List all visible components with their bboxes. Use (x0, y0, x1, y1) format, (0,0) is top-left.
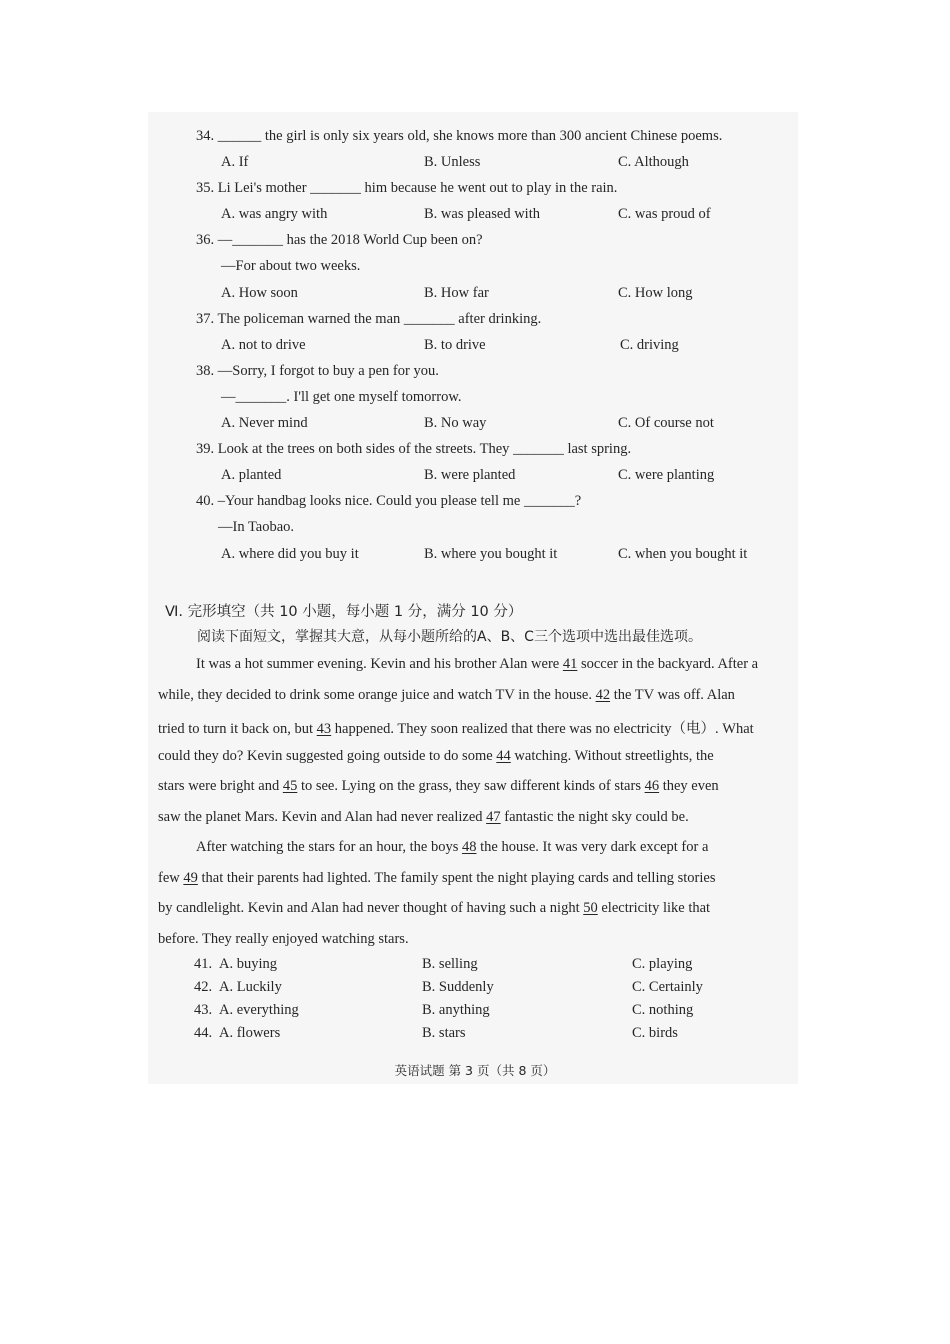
cloze-43c: C. nothing (632, 1002, 694, 1018)
option-35a: A. was angry with (221, 206, 328, 222)
passage-text: tried to turn it back on, but (158, 721, 317, 737)
option-36b: B. How far (424, 285, 489, 301)
option-38a: A. Never mind (221, 415, 308, 431)
passage-text: After watching the stars for an hour, the boys (196, 839, 462, 855)
passage-text: happened. They soon realized that there was no electricity（电）. What (331, 721, 754, 737)
option-34b: B. Unless (424, 154, 481, 170)
option-37a: A. not to drive (221, 337, 306, 353)
passage-line-9 (158, 900, 781, 917)
cloze-44b: B. stars (422, 1025, 466, 1041)
blank-number: 41 (562, 656, 578, 672)
option-40b: B. where you bought it (424, 546, 558, 562)
cloze-41b: B. selling (422, 956, 478, 972)
cloze-43a: A. everything (219, 1002, 299, 1018)
option-39a: A. planted (221, 467, 282, 483)
cloze-44c: C. birds (632, 1025, 678, 1041)
option-37c: C. driving (620, 337, 679, 353)
question-text: him because he went out to play in the rain. (360, 180, 618, 196)
blank-number: 49 (183, 870, 198, 886)
passage-text: could they do? Kevin suggested going outside to do some (158, 748, 497, 764)
passage-line-10 (158, 931, 781, 948)
blank-number: 44 (496, 748, 511, 764)
question-number: 34. (196, 128, 215, 144)
blank-number: 46 (644, 778, 660, 794)
passage-text: It was a hot summer evening. Kevin and his brother Alan were (196, 656, 563, 672)
cloze-42b: B. Suddenly (422, 979, 494, 995)
question-text: last spring. (563, 441, 632, 457)
question-text: the girl is only six years old, she knows more than 300 ancient Chinese poems. (261, 128, 723, 144)
option-38c: C. Of course not (618, 415, 714, 431)
blank-number: 48 (461, 839, 477, 855)
section-instruction: 阅读下面短文，掌握其大意，从每小题所给的A、B、C三个选项中选出最佳选项。 (197, 629, 702, 645)
option-34a: A. If (221, 154, 249, 170)
cloze-43-number: 43. (194, 1002, 213, 1018)
question-text: The policeman warned the man (214, 311, 404, 327)
blank-number: 43 (316, 721, 332, 737)
passage-text: they even (659, 778, 719, 794)
passage-text: while, they decided to drink some orange juice and watch TV in the house. (158, 687, 596, 703)
question-text: has the 2018 World Cup been on? (283, 232, 483, 248)
option-39b: B. were planted (424, 467, 516, 483)
page-footer: 英语试题 第 3 页（共 8 页） (394, 1063, 556, 1078)
question-text: –Your handbag looks nice. Could you please tell me (214, 493, 524, 509)
passage-text: the TV was off. Alan (610, 687, 735, 703)
question-text: Li Lei's mother (214, 180, 311, 196)
question-36 (196, 232, 483, 249)
option-39c: C. were planting (618, 467, 715, 483)
question-number: 38. (196, 363, 215, 379)
passage-text: to see. Lying on the grass, they saw different kinds of stars (297, 778, 645, 794)
option-35b: B. was pleased with (424, 206, 540, 222)
passage-line-4 (158, 748, 781, 765)
answer-blank: _______ (513, 441, 564, 457)
option-40a: A. where did you buy it (221, 546, 359, 562)
blank-number: 45 (282, 778, 298, 794)
cloze-44a: A. flowers (219, 1025, 281, 1041)
passage-text: before. They really enjoyed watching stars. (158, 931, 409, 947)
answer-blank: _______ (310, 180, 361, 196)
passage-line-2 (158, 687, 781, 704)
option-34c: C. Although (618, 154, 689, 170)
answer-blank: ______ (217, 128, 262, 144)
question-number: 37. (196, 311, 215, 327)
blank-number: 47 (486, 809, 501, 825)
cloze-41c: C. playing (632, 956, 693, 972)
question-37 (196, 311, 541, 328)
cloze-42c: C. Certainly (632, 979, 703, 995)
passage-text: that their parents had lighted. The family spent the night playing cards and telling stories (197, 870, 716, 886)
question-number: 40. (196, 493, 215, 509)
cloze-43b: B. anything (422, 1002, 490, 1018)
question-text: . I'll get one myself tomorrow. (286, 389, 462, 405)
answer-blank: _______ (403, 311, 455, 327)
option-35c: C. was proud of (618, 206, 711, 222)
passage-line-7 (196, 839, 781, 856)
option-40c: C. when you bought it (618, 546, 748, 562)
option-38b: B. No way (424, 415, 487, 431)
answer-blank: _______ (232, 232, 283, 248)
passage-text: stars were bright and (158, 778, 283, 794)
question-text: Look at the trees on both sides of the streets. They (214, 441, 514, 457)
question-34 (196, 128, 722, 145)
passage-text: the house. It was very dark except for a (476, 839, 709, 855)
passage-text: few (158, 870, 184, 886)
question-39 (196, 441, 631, 458)
cloze-41-number: 41. (194, 956, 213, 972)
cloze-42a: A. Luckily (219, 979, 282, 995)
question-text: after drinking. (454, 311, 542, 327)
question-number: 39. (196, 441, 215, 457)
passage-line-5 (158, 778, 781, 795)
cloze-42-number: 42. (194, 979, 213, 995)
question-38 (196, 363, 439, 380)
passage-line-6 (158, 809, 781, 826)
answer-blank: _______ (235, 389, 287, 405)
question-number: 36. (196, 232, 215, 248)
blank-number: 50 (583, 900, 598, 916)
question-number: 35. (196, 180, 215, 196)
option-36c: C. How long (618, 285, 693, 301)
passage-text: watching. Without streetlights, the (510, 748, 714, 764)
passage-text: saw the planet Mars. Kevin and Alan had never realized (158, 809, 487, 825)
question-36-reply: —For about two weeks. (221, 258, 361, 274)
cloze-41a: A. buying (219, 956, 277, 972)
question-40-reply: —In Taobao. (218, 519, 295, 535)
blank-number: 42 (595, 687, 611, 703)
question-text: ? (574, 493, 582, 509)
dialogue-dash: — (221, 389, 236, 405)
passage-text: fantastic the night sky could be. (500, 809, 689, 825)
option-37b: B. to drive (424, 337, 486, 353)
question-text: —Sorry, I forgot to buy a pen for you. (214, 363, 439, 379)
question-38-reply (221, 389, 461, 406)
question-35 (196, 180, 617, 197)
section-title: Ⅵ. 完形填空（共 10 小题，每小题 1 分，满分 10 分） (165, 604, 523, 620)
answer-blank: _______ (523, 493, 575, 509)
passage-text: soccer in the backyard. After a (577, 656, 759, 672)
question-text: — (214, 232, 233, 248)
question-40 (196, 493, 581, 510)
passage-line-3 (158, 717, 781, 738)
passage-line-1 (196, 656, 781, 673)
cloze-44-number: 44. (194, 1025, 213, 1041)
passage-line-8 (158, 870, 781, 887)
passage-text: by candlelight. Kevin and Alan had never thought of having such a night (158, 900, 584, 916)
option-36a: A. How soon (221, 285, 298, 301)
passage-text: electricity like that (597, 900, 711, 916)
